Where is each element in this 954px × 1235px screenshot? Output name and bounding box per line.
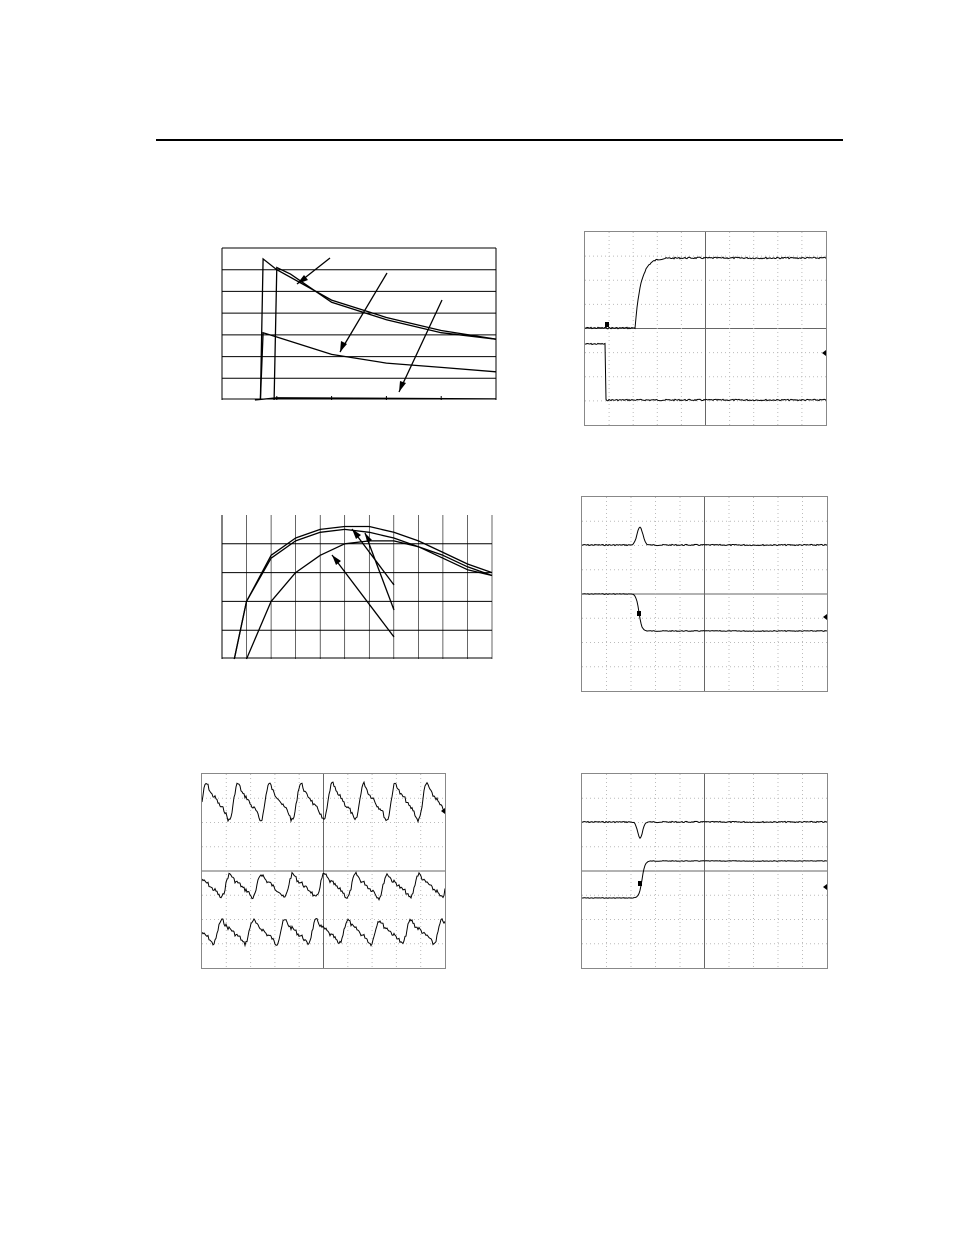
trigger-marker [822,350,826,356]
arrow-2 [340,273,387,352]
chart-top-left [222,248,496,400]
scope-top-right [584,231,827,426]
arrow-3 [332,555,394,637]
scope-bottom-left [201,773,446,969]
chart-middle-left [222,515,492,659]
scope-top-right-svg [585,232,826,425]
arrow-3-head [332,555,341,565]
scope-middle-right-svg [582,497,827,691]
header-rule [156,139,843,141]
channel-marker [638,881,642,886]
series-line-2 [234,529,492,659]
scope-bottom-left-svg [202,774,445,968]
arrow-3-head [399,381,406,392]
scope-bottom-right [581,773,828,969]
series-line-1 [234,527,492,660]
chart-top-left-svg [222,248,496,400]
series-line-3 [260,333,496,400]
chart-middle-left-svg [222,515,492,659]
scope-grid [582,774,827,968]
trigger-marker [823,884,827,890]
scope-bottom-right-svg [582,774,827,968]
channel-marker [605,322,609,327]
arrow-1 [352,529,394,585]
scope-middle-right [581,496,828,692]
channel-marker [637,611,641,616]
trigger-marker [823,614,827,620]
series-line-1 [260,259,496,400]
